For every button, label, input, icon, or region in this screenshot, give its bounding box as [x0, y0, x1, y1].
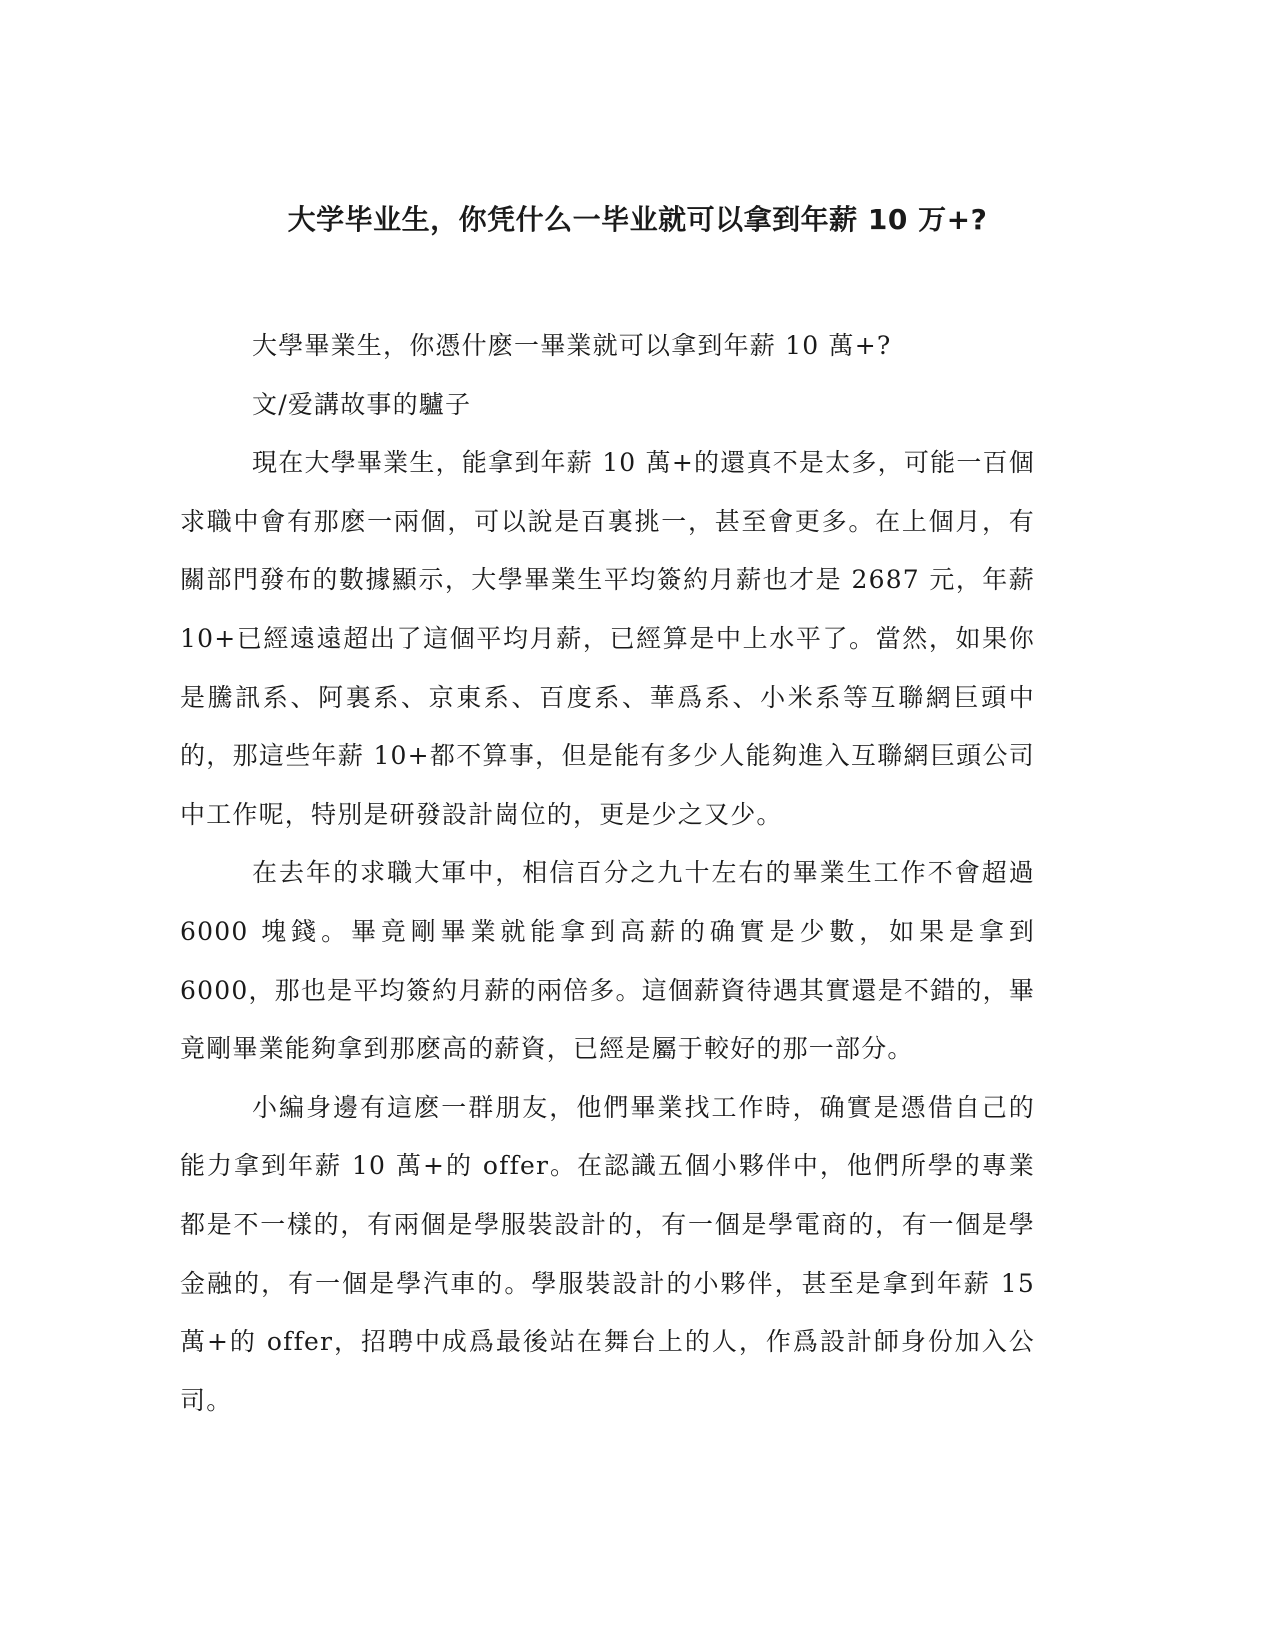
paragraph-subtitle: 大學畢業生，你憑什麽一畢業就可以拿到年薪 10 萬+? — [252, 331, 892, 360]
document-title: 大学毕业生，你凭什么一毕业就可以拿到年薪 10 万+? — [287, 203, 988, 236]
document-body — [180, 317, 1035, 1430]
paragraph: 在去年的求職大軍中，相信百分之九十左右的畢業生工作不會超過 6000 塊錢。畢竟剛畢業就能拿到高薪的确實是少數，如果是拿到 6000，那也是平均簽約月薪的兩倍多。這個薪資待遇其實還是不錯的，畢竟剛畢業能夠拿到那麽高的薪資，已經是屬于較好的那一部分。 — [180, 858, 1035, 1064]
paragraph-byline: 文/爱講故事的驢子 — [252, 389, 472, 419]
paragraph: 現在大學畢業生，能拿到年薪 10 萬+的還真不是太多，可能一百個求職中會有那麽一兩個，可以說是百裏挑一，甚至會更多。在上個月，有關部門發布的數據顯示，大學畢業生平均簽約月薪也才是 2687 元，年薪 10+已經遠遠超出了這個平均月薪，已經算是中上水平了。當然，如果你是騰訊系、阿裏系、京東系、百度系、華爲系、小米系等互聯網巨頭中的，那這些年薪 10+都不算事，但是能有多少人能夠進入互聯網巨頭公司中工作呢，特別是研發設計崗位的，更是少之又少。 — [180, 448, 1035, 829]
paragraph: 小編身邊有這麽一群朋友，他們畢業找工作時，确實是憑借自己的能力拿到年薪 10 萬+的 offer。在認識五個小夥伴中，他們所學的專業都是不一樣的，有兩個是學服裝設計的，有一個是學電商的，有一個是學金融的，有一個是學汽車的。學服裝設計的小夥伴，甚至是拿到年薪 15 萬+的 offer，招聘中成爲最後站在舞台上的人，作爲設計師身份加入公司。 — [180, 1092, 1035, 1415]
